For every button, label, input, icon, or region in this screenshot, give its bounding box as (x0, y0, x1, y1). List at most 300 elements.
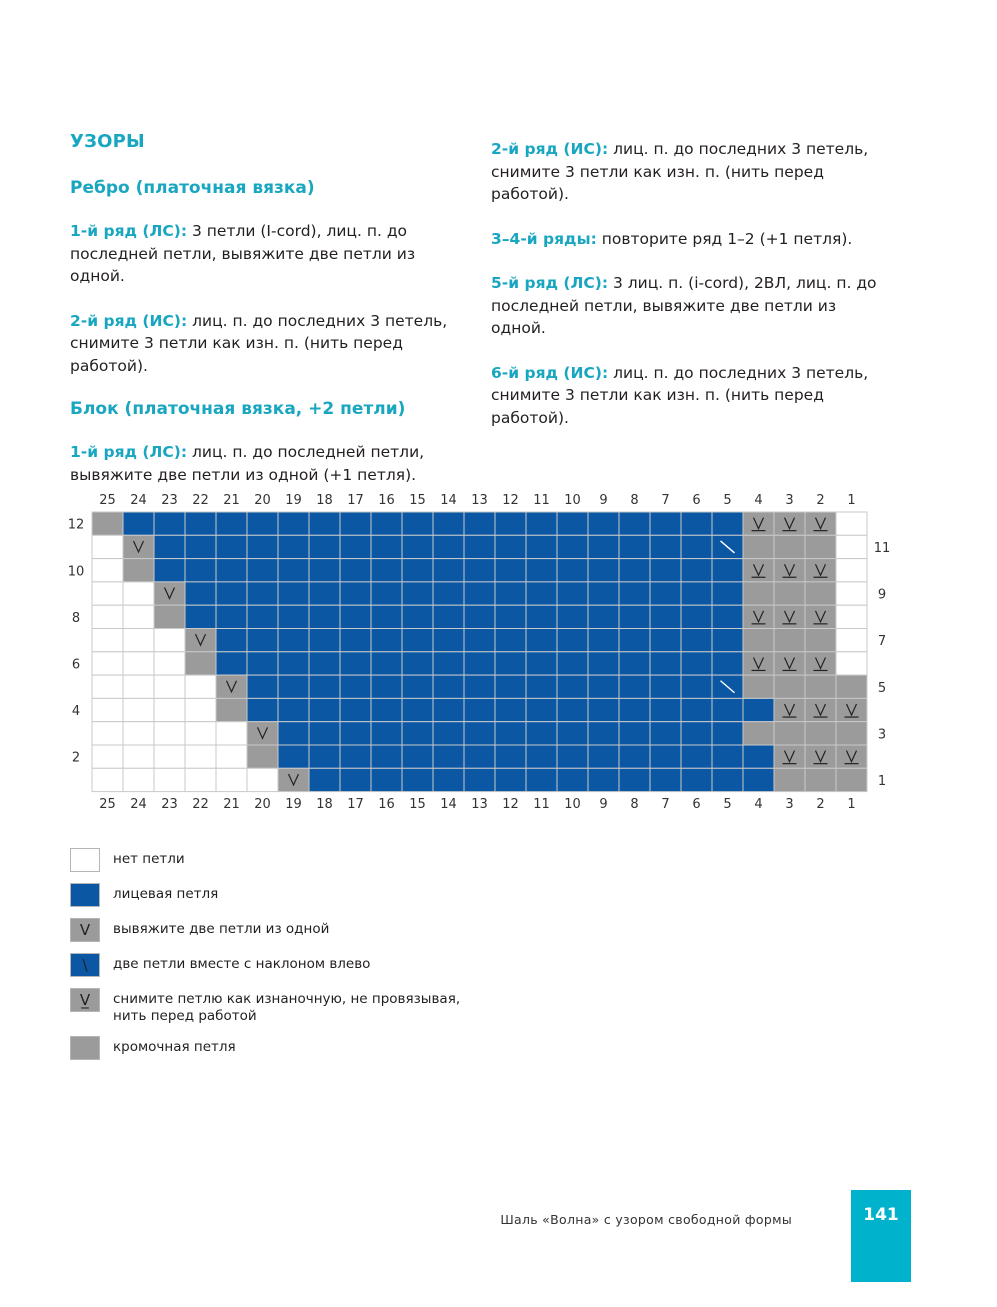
chart-cell (154, 535, 185, 558)
chart-cell (836, 675, 867, 698)
page-tab (851, 1190, 911, 1282)
row-text: 3 лиц. п. (i-cord), 2ВЛ, лиц. п. до последней петли, вывяжите две петли из одной. (491, 274, 877, 337)
column-number-top: 19 (285, 493, 302, 508)
column-number-top: 18 (316, 493, 333, 508)
chart-cell (681, 559, 712, 582)
chart-cell (526, 698, 557, 721)
row-number-right: 5 (877, 680, 887, 696)
chart-cell (154, 768, 185, 791)
chart-cell (774, 698, 805, 721)
chart-cell (278, 675, 309, 698)
chart-cell (433, 675, 464, 698)
chart-cell (743, 652, 774, 675)
chart-cell (402, 722, 433, 745)
chart-cell (836, 722, 867, 745)
legend-text: две петли вместе с наклоном влево (113, 956, 371, 972)
chart-cell (805, 722, 836, 745)
chart-cell (588, 535, 619, 558)
chart-cell (650, 512, 681, 535)
chart-cell (216, 512, 247, 535)
chart-cell (495, 535, 526, 558)
column-number-bottom: 18 (316, 797, 333, 812)
chart-cell (588, 512, 619, 535)
chart-cell (92, 605, 123, 628)
chart-cell (402, 629, 433, 652)
chart-cell (557, 745, 588, 768)
chart-cell (123, 559, 154, 582)
chart-cell (123, 652, 154, 675)
chart-cell (743, 675, 774, 698)
decrease-slash-icon: \ (70, 953, 100, 977)
legend-text: кромочная петля (113, 1039, 236, 1055)
chart-cell (650, 675, 681, 698)
row-label: 6-й ряд (ИС): (491, 363, 609, 382)
chart-cell (123, 535, 154, 558)
column-number-bottom: 10 (564, 797, 581, 812)
chart-cell (495, 512, 526, 535)
chart-cell (464, 582, 495, 605)
chart-cell (371, 512, 402, 535)
chart-cell (464, 745, 495, 768)
chart-cell (836, 605, 867, 628)
column-number-bottom: 20 (254, 797, 271, 812)
chart-cell (681, 768, 712, 791)
chart-cell (836, 652, 867, 675)
chart-cell (464, 698, 495, 721)
chart-cell (216, 652, 247, 675)
chart-cell (185, 559, 216, 582)
column-number-top: 23 (161, 493, 178, 508)
column-number-top: 2 (816, 493, 825, 508)
chart-cell (433, 652, 464, 675)
chart-cell (123, 629, 154, 652)
chart-cell (309, 675, 340, 698)
chart-cell (805, 512, 836, 535)
chart-cell (371, 698, 402, 721)
chart-cell (557, 629, 588, 652)
chart-cell (216, 768, 247, 791)
chart-cell (805, 605, 836, 628)
chart-cell (402, 512, 433, 535)
chart-cell (278, 605, 309, 628)
chart-cell (278, 722, 309, 745)
column-number-bottom: 8 (630, 797, 639, 812)
chart-cell (92, 745, 123, 768)
chart-cell (588, 722, 619, 745)
chart-cell (371, 745, 402, 768)
chart-cell (216, 535, 247, 558)
pattern-title-rib: Ребро (платочная вязка) (70, 178, 315, 198)
chart-cell (216, 675, 247, 698)
column-number-bottom: 9 (599, 797, 608, 812)
chart-cell (836, 745, 867, 768)
chart-cell (712, 512, 743, 535)
chart-cell (805, 582, 836, 605)
chart-cell (557, 675, 588, 698)
chart-cell (247, 629, 278, 652)
column-number-bottom: 22 (192, 797, 209, 812)
pattern-title-block: Блок (платочная вязка, +2 петли) (70, 399, 406, 419)
chart-cell (774, 745, 805, 768)
chart-cell (464, 652, 495, 675)
chart-cell (464, 722, 495, 745)
chart-cell (185, 722, 216, 745)
column-number-top: 20 (254, 493, 271, 508)
chart-cell (495, 745, 526, 768)
chart-cell (588, 559, 619, 582)
column-number-bottom: 15 (409, 797, 426, 812)
chart-cell (185, 582, 216, 605)
chart-cell (340, 745, 371, 768)
chart-cell (495, 675, 526, 698)
chart-cell (340, 582, 371, 605)
chart-cell (650, 629, 681, 652)
column-number-top: 5 (723, 493, 732, 508)
chart-cell (247, 559, 278, 582)
chart-cell (836, 768, 867, 791)
chart-cell (185, 535, 216, 558)
chart-cell (340, 652, 371, 675)
slip-v-icon: V̲ (70, 988, 100, 1012)
chart-cell (402, 768, 433, 791)
chart-cell (92, 698, 123, 721)
column-number-top: 4 (754, 493, 763, 508)
chart-cell (526, 652, 557, 675)
chart-cell (340, 768, 371, 791)
chart-cell (495, 768, 526, 791)
chart-cell (619, 582, 650, 605)
chart-cell (681, 535, 712, 558)
chart-cell (588, 675, 619, 698)
chart-cell (650, 535, 681, 558)
row-number-left: 12 (67, 517, 85, 533)
chart-cell (774, 768, 805, 791)
column-number-top: 25 (99, 493, 116, 508)
chart-cell (712, 605, 743, 628)
chart-cell (743, 605, 774, 628)
chart-cell (743, 535, 774, 558)
chart-cell (402, 535, 433, 558)
chart-cell (805, 745, 836, 768)
column-number-top: 11 (533, 493, 550, 508)
chart-cell (371, 559, 402, 582)
row-text: лиц. п. до последних 3 петель, снимите 3 петли как изн. п. (нить перед работой). (70, 311, 448, 375)
chart-cell (278, 745, 309, 768)
chart-legend (70, 848, 463, 1071)
chart-cell (154, 675, 185, 698)
column-number-bottom: 21 (223, 797, 240, 812)
chart-cell (433, 768, 464, 791)
chart-cell (557, 722, 588, 745)
chart-cell (433, 722, 464, 745)
chart-cell (185, 629, 216, 652)
chart-cell (247, 675, 278, 698)
chart-cell (650, 652, 681, 675)
chart-cell (216, 629, 247, 652)
legend-swatch (70, 883, 100, 907)
chart-cell (650, 605, 681, 628)
legend-item-decrease (70, 953, 463, 977)
chart-cell (619, 559, 650, 582)
row-text: лиц. п. до последних 3 петель, снимите 3 петли как изн. п. (нить перед работой). (491, 363, 869, 427)
chart-cell (588, 698, 619, 721)
chart-cell (340, 535, 371, 558)
chart-cell (123, 675, 154, 698)
chart-cell (309, 605, 340, 628)
chart-cell (619, 722, 650, 745)
page-number: 141 (863, 1205, 899, 1225)
legend-text: вывяжите две петли из одной (113, 921, 330, 937)
chart-cell (681, 745, 712, 768)
row-label: 2-й ряд (ИС): (491, 140, 609, 158)
chart-cell (247, 745, 278, 768)
chart-cell (247, 582, 278, 605)
chart-cell (557, 512, 588, 535)
chart-cell (371, 535, 402, 558)
chart-cell (216, 605, 247, 628)
chart-cell (371, 722, 402, 745)
chart-cell (681, 722, 712, 745)
column-number-bottom: 13 (471, 797, 488, 812)
chart-cell (650, 768, 681, 791)
row-label: 1-й ряд (ЛС): (70, 222, 188, 240)
chart-cell (185, 652, 216, 675)
chart-cell (681, 652, 712, 675)
chart-cell (557, 559, 588, 582)
column-number-top: 21 (223, 493, 240, 508)
chart-cell (495, 582, 526, 605)
chart-cell (185, 675, 216, 698)
chart-cell (743, 722, 774, 745)
chart-cell (185, 698, 216, 721)
chart-cell (92, 559, 123, 582)
column-number-bottom: 17 (347, 797, 364, 812)
row-label: 1-й ряд (ЛС): (70, 443, 188, 461)
chart-cell (588, 629, 619, 652)
row-text: лиц. п. до последних 3 петель, снимите 3 петли как изн. п. (нить перед работой). (491, 140, 869, 203)
chart-cell (433, 559, 464, 582)
row-label: 3–4-й ряды: (491, 229, 597, 248)
chart-cell (340, 605, 371, 628)
chart-cell (185, 605, 216, 628)
chart-cell (340, 512, 371, 535)
chart-cell (526, 605, 557, 628)
chart-cell (123, 768, 154, 791)
chart-cell (464, 768, 495, 791)
column-number-bottom: 7 (661, 797, 670, 812)
chart-cell (681, 675, 712, 698)
chart-cell (371, 652, 402, 675)
legend-swatch (70, 848, 100, 872)
row-number-right: 3 (877, 727, 887, 743)
chart-cell (588, 745, 619, 768)
chart-cell (681, 605, 712, 628)
chart-cell (712, 698, 743, 721)
legend-item-slip (70, 988, 463, 1025)
chart-cell (526, 559, 557, 582)
chart-cell (185, 768, 216, 791)
chart-cell (123, 698, 154, 721)
row-number-right: 7 (877, 634, 887, 650)
chart-cell (433, 629, 464, 652)
chart-cell (402, 652, 433, 675)
chart-cell (836, 559, 867, 582)
chart-cell (185, 745, 216, 768)
chart-cell (836, 512, 867, 535)
chart-cell (371, 629, 402, 652)
chart-cell (278, 582, 309, 605)
chart-cell (340, 675, 371, 698)
chart-cell (154, 745, 185, 768)
chart-cell (743, 512, 774, 535)
chart-cell (309, 535, 340, 558)
chart-cell (309, 698, 340, 721)
chart-cell (650, 698, 681, 721)
chart-cell (495, 722, 526, 745)
chart-cell (371, 582, 402, 605)
chart-cell (588, 582, 619, 605)
chart-cell (495, 629, 526, 652)
chart-cell (588, 652, 619, 675)
chart-cell (92, 629, 123, 652)
row-number-right: 11 (873, 540, 891, 556)
chart-cell (216, 582, 247, 605)
chart-cell (743, 745, 774, 768)
column-number-bottom: 24 (130, 797, 147, 812)
row-number-right: 1 (877, 773, 887, 789)
chart-cell (464, 559, 495, 582)
row-number-left: 6 (71, 657, 81, 673)
column-number-top: 3 (785, 493, 794, 508)
chart-cell (805, 675, 836, 698)
legend-item-no-stitch (70, 848, 463, 872)
chart-cell (309, 768, 340, 791)
chart-cell (712, 722, 743, 745)
chart-cell (402, 675, 433, 698)
chart-cell (278, 559, 309, 582)
chart-cell (278, 768, 309, 791)
chart-cell (309, 512, 340, 535)
chart-cell (836, 698, 867, 721)
chart-cell (619, 745, 650, 768)
chart-cell (619, 652, 650, 675)
chart-cell (495, 559, 526, 582)
chart-cell (433, 605, 464, 628)
chart-cell (774, 582, 805, 605)
chart-cell (588, 605, 619, 628)
chart-cell (278, 698, 309, 721)
column-number-top: 22 (192, 493, 209, 508)
chart-cell (805, 768, 836, 791)
chart-cell (278, 652, 309, 675)
chart-cell (371, 605, 402, 628)
chart-cell (836, 535, 867, 558)
chart-cell (836, 629, 867, 652)
chart-cell (650, 559, 681, 582)
chart-cell (743, 582, 774, 605)
column-number-top: 24 (130, 493, 147, 508)
column-number-top: 9 (599, 493, 608, 508)
column-number-top: 16 (378, 493, 395, 508)
chart-cell (712, 652, 743, 675)
chart-cell (619, 605, 650, 628)
chart-cell (712, 768, 743, 791)
chart-cell (433, 512, 464, 535)
column-number-bottom: 16 (378, 797, 395, 812)
chart-cell (712, 559, 743, 582)
chart-cell (216, 745, 247, 768)
column-number-bottom: 23 (161, 797, 178, 812)
column-number-bottom: 6 (692, 797, 701, 812)
chart-cell (774, 722, 805, 745)
chart-cell (619, 768, 650, 791)
row-number-left: 8 (71, 610, 81, 626)
chart-cell (123, 605, 154, 628)
column-number-top: 13 (471, 493, 488, 508)
chart-cell (526, 535, 557, 558)
footer-title: Шаль «Волна» с узором свободной формы (500, 1212, 792, 1227)
column-number-top: 17 (347, 493, 364, 508)
chart-cell (464, 605, 495, 628)
chart-cell (247, 535, 278, 558)
chart-cell (526, 745, 557, 768)
chart-cell (340, 698, 371, 721)
chart-cell (154, 512, 185, 535)
chart-cell (154, 605, 185, 628)
chart-cell (681, 698, 712, 721)
chart-cell (247, 512, 278, 535)
column-number-top: 6 (692, 493, 701, 508)
section-title: УЗОРЫ (70, 131, 145, 152)
chart-cell (92, 675, 123, 698)
row-number-left: 10 (67, 564, 85, 580)
chart-cell (371, 768, 402, 791)
chart-cell (805, 629, 836, 652)
chart-cell (402, 605, 433, 628)
column-number-bottom: 4 (754, 797, 763, 812)
chart-cell (557, 582, 588, 605)
column-number-bottom: 11 (533, 797, 550, 812)
chart-cell (557, 768, 588, 791)
row-number-left: 4 (71, 704, 81, 720)
chart-cell (650, 582, 681, 605)
chart-cell (402, 559, 433, 582)
chart-cell (743, 629, 774, 652)
chart-cell (464, 535, 495, 558)
chart-cell (154, 722, 185, 745)
chart-cell (247, 698, 278, 721)
column-number-bottom: 5 (723, 797, 732, 812)
row-number-left: 2 (71, 750, 81, 766)
chart-cell (743, 559, 774, 582)
chart-cell (92, 582, 123, 605)
legend-item-edge (70, 1036, 463, 1060)
chart-cell (619, 535, 650, 558)
chart-cell (371, 675, 402, 698)
legend-text: снимите петлю как изнаночную, не провязывая, нить перед работой (113, 991, 461, 1024)
chart-cell (278, 629, 309, 652)
chart-cell (402, 745, 433, 768)
chart-cell (526, 629, 557, 652)
chart-cell (650, 745, 681, 768)
chart-cell (154, 698, 185, 721)
chart-cell (743, 768, 774, 791)
chart-cell (526, 512, 557, 535)
chart-cell (557, 698, 588, 721)
chart-cell (216, 559, 247, 582)
chart-cell (805, 535, 836, 558)
chart-cell (309, 722, 340, 745)
